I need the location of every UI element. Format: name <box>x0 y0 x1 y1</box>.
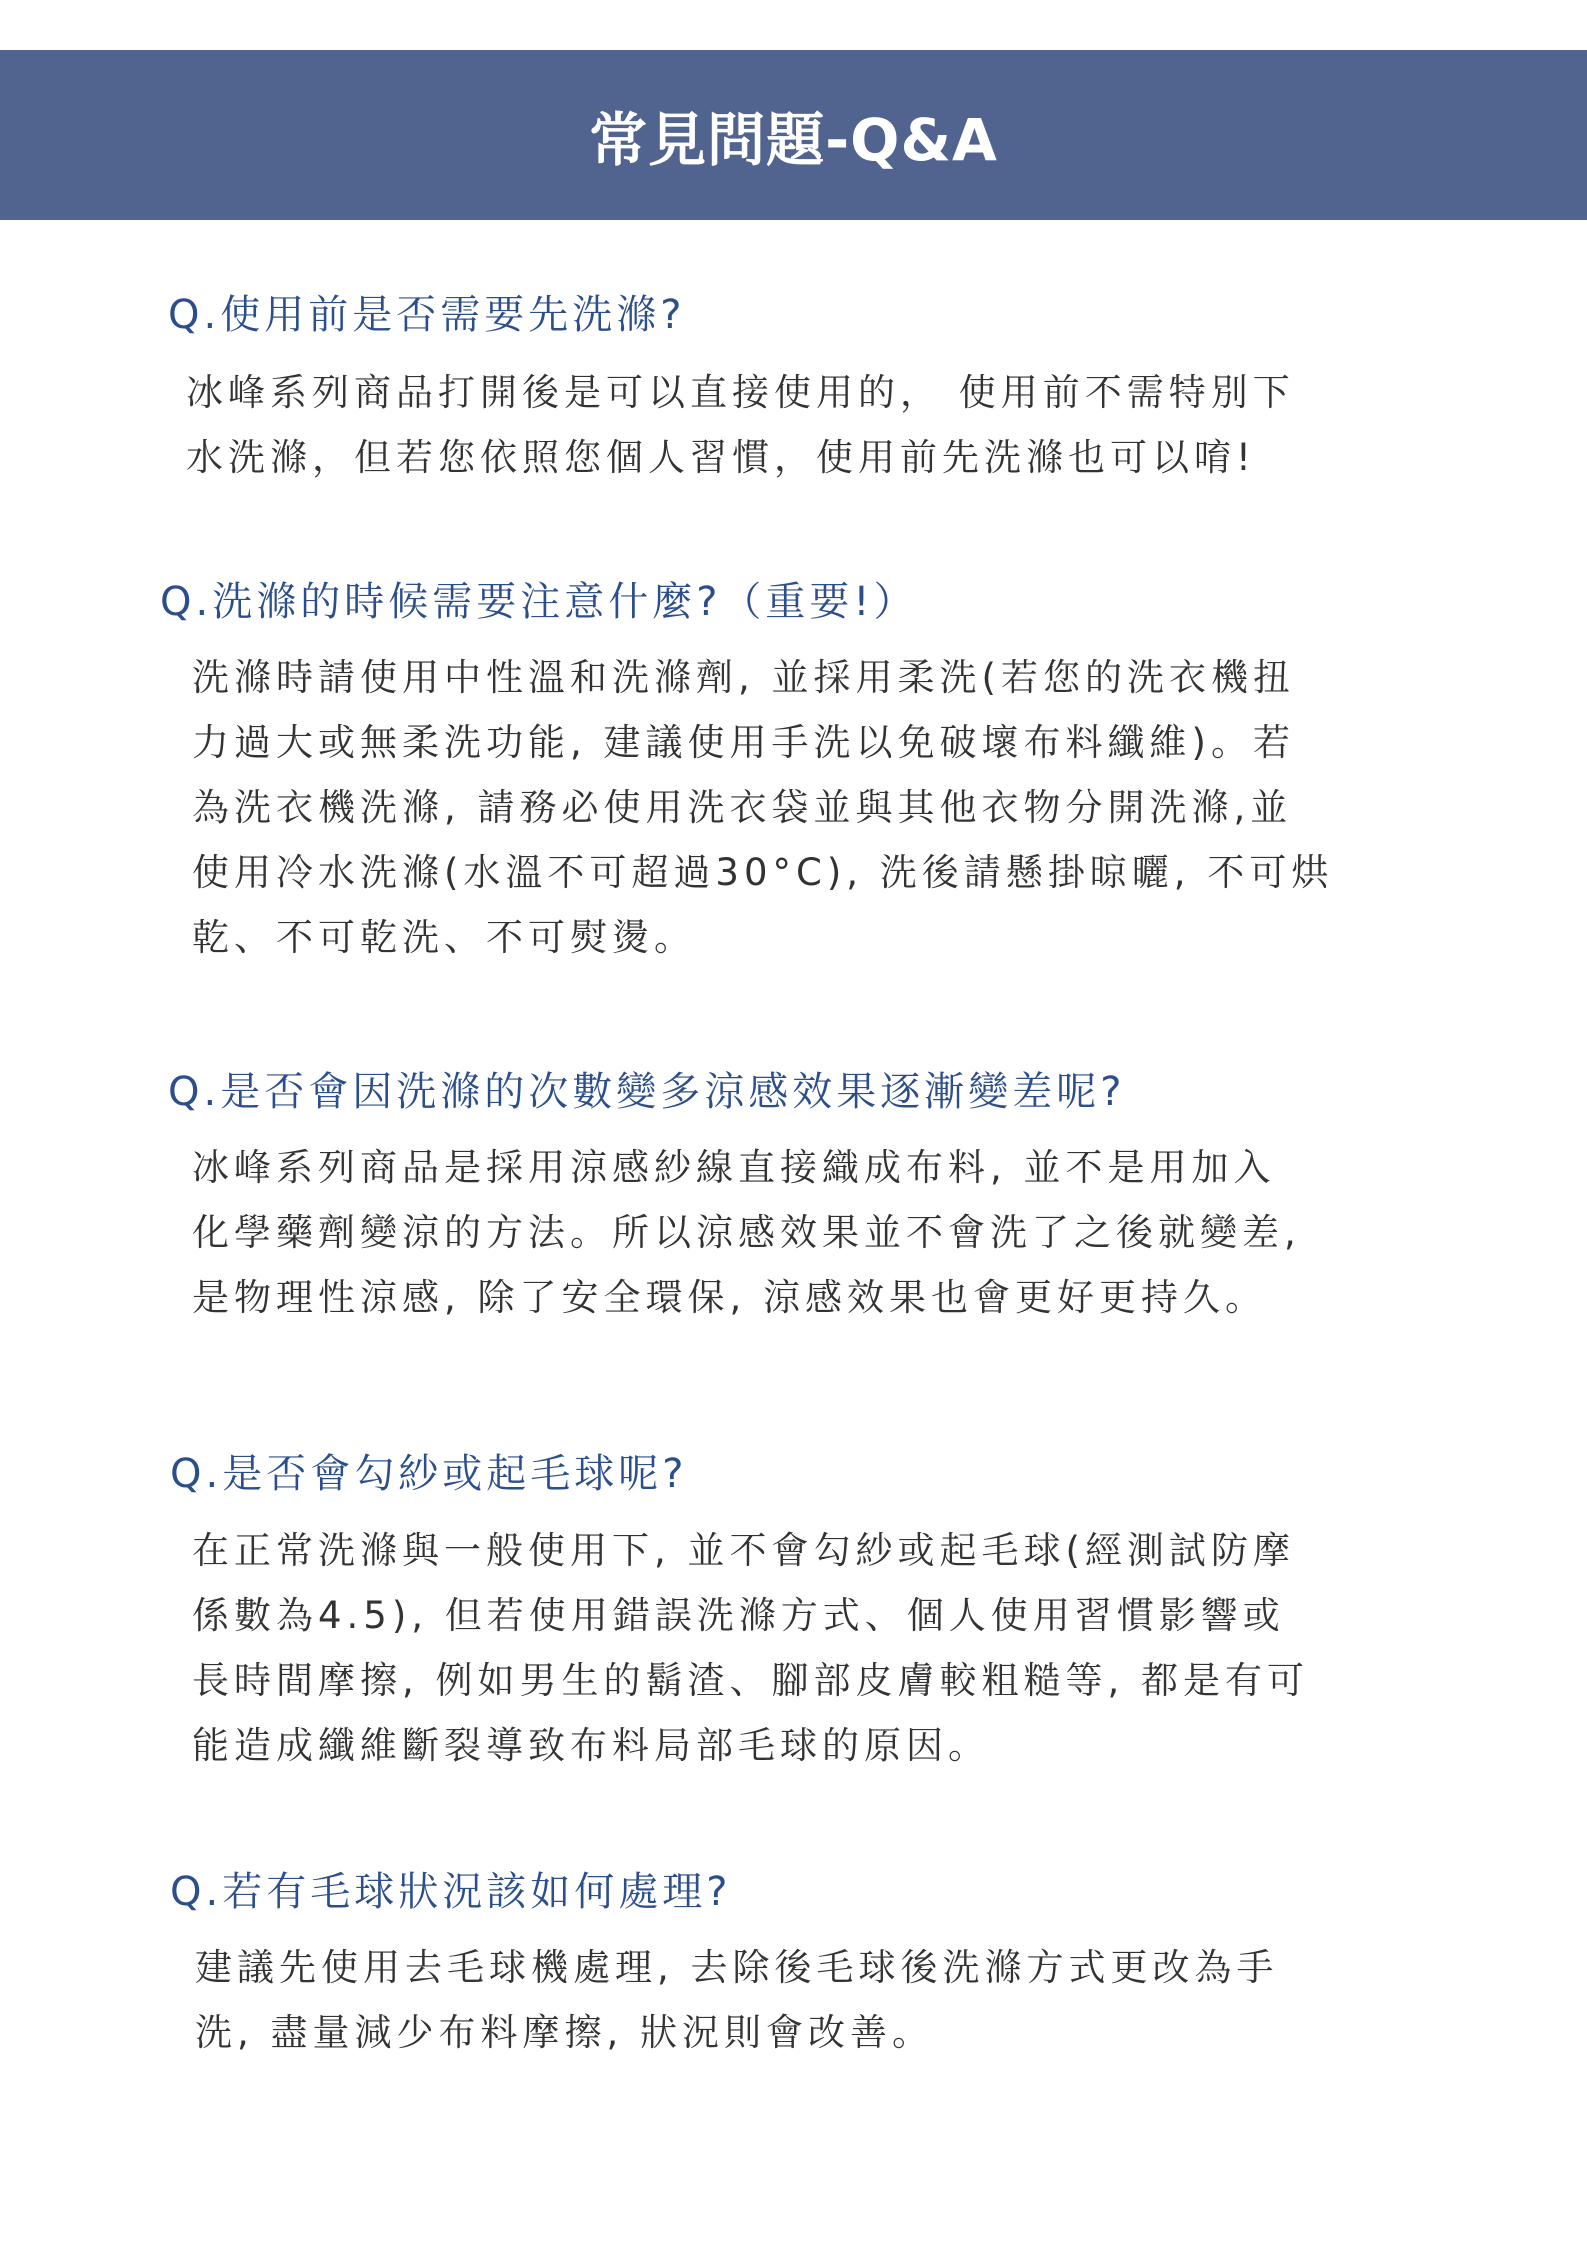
answer-line: 建議先使用去毛球機處理, 去除後毛球後洗滌方式更改為手 <box>195 1946 1279 1989</box>
answer-line: 在正常洗滌與一般使用下, 並不會勾紗或起毛球(經測試防摩 <box>192 1529 1295 1572</box>
answer-line: 洗, 盡量減少布料摩擦, 狀況則會改善。 <box>195 2011 935 2054</box>
question-text: Q.是否會因洗滌的次數變多涼感效果逐漸變差呢? <box>168 1069 1126 1115</box>
answer-line: 乾、不可乾洗、不可熨燙。 <box>192 916 696 959</box>
header-banner <box>0 50 1587 220</box>
answer-line: 能造成纖維斷裂導致布料局部毛球的原因。 <box>192 1724 990 1767</box>
answer-line: 化學藥劑變涼的方法。所以涼感效果並不會洗了之後就變差, <box>192 1211 1301 1254</box>
answer-line: 係數為4.5), 但若使用錯誤洗滌方式、個人使用習慣影響或 <box>192 1594 1285 1637</box>
question-text: Q.使用前是否需要先洗滌? <box>168 292 686 338</box>
answer-line: 使用冷水洗滌(水溫不可超過30°C), 洗後請懸掛晾曬, 不可烘 <box>192 851 1334 894</box>
answer-text <box>192 1135 1432 1330</box>
answer-line: 洗滌時請使用中性溫和洗滌劑, 並採用柔洗(若您的洗衣機扭 <box>192 656 1295 699</box>
answer-line: 水洗滌，但若您依照您個人習慣，使用前先洗滌也可以唷! <box>186 436 1256 479</box>
question-text: Q.是否會勾紗或起毛球呢? <box>170 1451 688 1497</box>
answer-line: 冰峰系列商品是採用涼感紗線直接織成布料, 並不是用加入 <box>192 1146 1276 1189</box>
answer-text <box>192 645 1432 970</box>
question-text: Q.洗滌的時候需要注意什麼?（重要!） <box>160 579 918 625</box>
answer-line: 是物理性涼感, 除了安全環保, 涼感效果也會更好更持久。 <box>192 1276 1268 1319</box>
answer-line: 冰峰系列商品打開後是可以直接使用的， 使用前不需特別下 <box>186 371 1295 414</box>
answer-line: 為洗衣機洗滌, 請務必使用洗衣袋並與其他衣物分開洗滌,並 <box>192 786 1293 829</box>
answer-line: 力過大或無柔洗功能, 建議使用手洗以免破壞布料纖維)。若 <box>192 721 1295 764</box>
answer-text <box>195 1935 1435 2065</box>
question-text: Q.若有毛球狀況該如何處理? <box>170 1869 732 1915</box>
answer-line: 長時間摩擦, 例如男生的鬍渣、腳部皮膚較粗糙等, 都是有可 <box>192 1659 1310 1702</box>
page-title: 常見問題-Q&A <box>589 106 998 174</box>
answer-text <box>186 360 1426 490</box>
answer-text <box>192 1518 1432 1778</box>
